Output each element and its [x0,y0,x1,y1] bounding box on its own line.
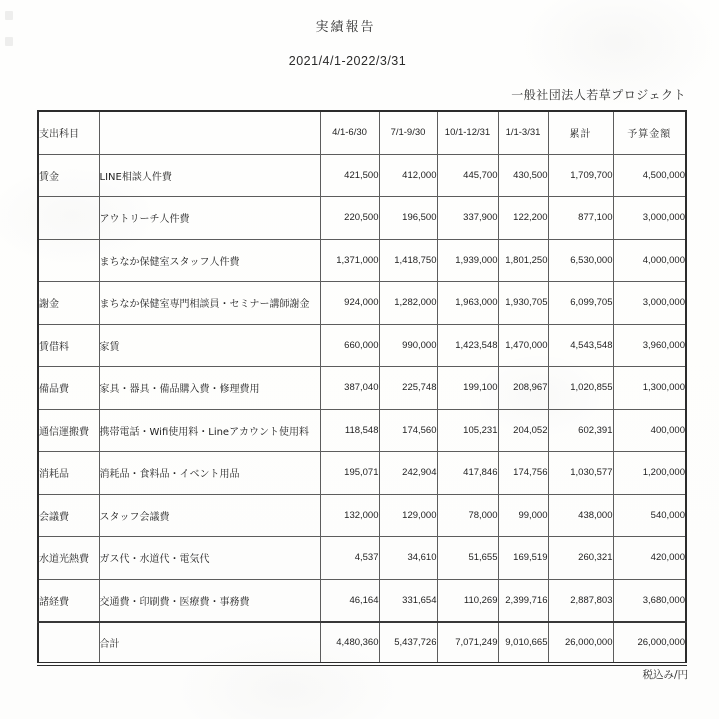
budget-amount-cell: 420,000 [613,537,686,580]
category-cell: 諸経費 [38,579,99,622]
q1-amount-cell: 924,000 [320,282,379,325]
category-cell: 通信運搬費 [38,409,99,452]
budget-amount-cell: 3,680,000 [613,579,686,622]
budget-amount-cell: 1,300,000 [613,367,686,410]
table-row [38,494,686,537]
q2-amount-cell: 174,560 [379,409,437,452]
q2-amount-cell: 225,748 [379,367,437,410]
table-row [38,197,686,240]
total-amount-cell: 1,709,700 [548,154,613,197]
category-cell: 水道光熱費 [38,537,99,580]
q2-amount-cell: 34,610 [379,537,437,580]
total-amount-cell: 6,099,705 [548,282,613,325]
q2-amount-cell: 129,000 [379,494,437,537]
item-cell: ガス代・水道代・電気代 [99,537,320,580]
q1-amount-cell: 118,548 [320,409,379,452]
q2-amount-cell: 1,418,750 [379,239,437,282]
category-cell: 謝金 [38,282,99,325]
q3-amount-cell: 199,100 [437,367,498,410]
col-header-budget: 予算金額 [613,111,686,154]
document-title: 実績報告 [315,20,376,35]
item-cell: アウトリーチ人件費 [99,197,320,240]
total-amount-cell: 602,391 [548,409,613,452]
tax-unit-note: 税込み/円 [642,669,688,681]
table-header-row [38,111,686,154]
q4-amount-cell: 1,470,000 [498,324,548,367]
item-cell: 消耗品・食料品・イベント用品 [99,452,320,495]
total-amount-cell: 4,543,548 [548,324,613,367]
q4-amount-cell: 99,000 [498,494,548,537]
budget-amount-cell: 400,000 [613,409,686,452]
total-amount-cell: 2,887,803 [548,579,613,622]
total-row [38,622,686,665]
table-row [38,282,686,325]
col-header-item [99,111,320,154]
total-amount-cell: 260,321 [548,537,613,580]
table-row [38,367,686,410]
total-amount-cell: 6,530,000 [548,239,613,282]
table-row [38,452,686,495]
table-row [38,537,686,580]
table-row [38,154,686,197]
q1-amount-cell: 46,164 [320,579,379,622]
q3-amount-cell: 1,963,000 [437,282,498,325]
q1-amount-cell: 660,000 [320,324,379,367]
budget-amount-cell: 1,200,000 [613,452,686,495]
q4-amount-cell: 169,519 [498,537,548,580]
item-cell: LINE相談人件費 [99,154,320,197]
budget-amount-cell: 3,000,000 [613,197,686,240]
q4-amount-cell: 122,200 [498,197,548,240]
q1-amount-cell: 195,071 [320,452,379,495]
q1-amount-cell: 387,040 [320,367,379,410]
item-cell: 家賃 [99,324,320,367]
q2-amount-cell: 331,654 [379,579,437,622]
item-cell: まちなか保健室専門相談員・セミナー講師謝金 [99,282,320,325]
budget-amount-cell: 4,000,000 [613,239,686,282]
item-cell: 家具・器具・備品購入費・修理費用 [99,367,320,410]
total-amount-cell: 26,000,000 [548,622,613,665]
q2-amount-cell: 1,282,000 [379,282,437,325]
category-cell: 会議費 [38,494,99,537]
q1-amount-cell: 1,371,000 [320,239,379,282]
q4-amount-cell: 1,930,705 [498,282,548,325]
category-cell [38,197,99,240]
q2-amount-cell: 196,500 [379,197,437,240]
category-cell [38,622,99,665]
report-period: 2021/4/1-2022/3/31 [288,54,407,68]
category-cell [38,239,99,282]
budget-amount-cell: 3,960,000 [613,324,686,367]
q4-amount-cell: 2,399,716 [498,579,548,622]
q3-amount-cell: 110,269 [437,579,498,622]
category-cell: 賃借料 [38,324,99,367]
col-header-q2: 7/1-9/30 [379,111,437,154]
q1-amount-cell: 421,500 [320,154,379,197]
q1-amount-cell: 4,537 [320,537,379,580]
item-cell: スタッフ会議費 [99,494,320,537]
q3-amount-cell: 1,423,548 [437,324,498,367]
q2-amount-cell: 990,000 [379,324,437,367]
total-amount-cell: 877,100 [548,197,613,240]
q3-amount-cell: 105,231 [437,409,498,452]
item-cell: 交通費・印刷費・医療費・事務費 [99,579,320,622]
q3-amount-cell: 7,071,249 [437,622,498,665]
q3-amount-cell: 337,900 [437,197,498,240]
q4-amount-cell: 1,801,250 [498,239,548,282]
total-amount-cell: 438,000 [548,494,613,537]
expense-report-table [37,110,687,666]
q2-amount-cell: 242,904 [379,452,437,495]
q2-amount-cell: 5,437,726 [379,622,437,665]
category-cell: 賃金 [38,154,99,197]
grand-total-label: 合計 [99,622,320,665]
total-amount-cell: 1,030,577 [548,452,613,495]
budget-amount-cell: 26,000,000 [613,622,686,665]
q3-amount-cell: 51,655 [437,537,498,580]
category-cell: 備品費 [38,367,99,410]
q3-amount-cell: 1,939,000 [437,239,498,282]
q4-amount-cell: 208,967 [498,367,548,410]
q4-amount-cell: 204,052 [498,409,548,452]
scan-artifact [5,37,13,46]
table-row [38,409,686,452]
q4-amount-cell: 174,756 [498,452,548,495]
budget-amount-cell: 3,000,000 [613,282,686,325]
col-header-category: 支出科目 [38,111,99,154]
col-header-q4: 1/1-3/31 [498,111,548,154]
table-row [38,324,686,367]
col-header-q1: 4/1-6/30 [320,111,379,154]
col-header-q3: 10/1-12/31 [437,111,498,154]
q2-amount-cell: 412,000 [379,154,437,197]
organization-name: 一般社団法人若草プロジェクト [511,88,686,102]
q3-amount-cell: 417,846 [437,452,498,495]
category-cell: 消耗品 [38,452,99,495]
q3-amount-cell: 78,000 [437,494,498,537]
budget-amount-cell: 540,000 [613,494,686,537]
q1-amount-cell: 132,000 [320,494,379,537]
budget-amount-cell: 4,500,000 [613,154,686,197]
table-row [38,579,686,622]
table-row [38,239,686,282]
q1-amount-cell: 220,500 [320,197,379,240]
item-cell: 携帯電話・Wifi使用料・Lineアカウント使用料 [99,409,320,452]
q4-amount-cell: 430,500 [498,154,548,197]
col-header-total: 累計 [548,111,613,154]
q3-amount-cell: 445,700 [437,154,498,197]
item-cell: まちなか保健室スタッフ人件費 [99,239,320,282]
total-amount-cell: 1,020,855 [548,367,613,410]
q1-amount-cell: 4,480,360 [320,622,379,665]
q4-amount-cell: 9,010,665 [498,622,548,665]
